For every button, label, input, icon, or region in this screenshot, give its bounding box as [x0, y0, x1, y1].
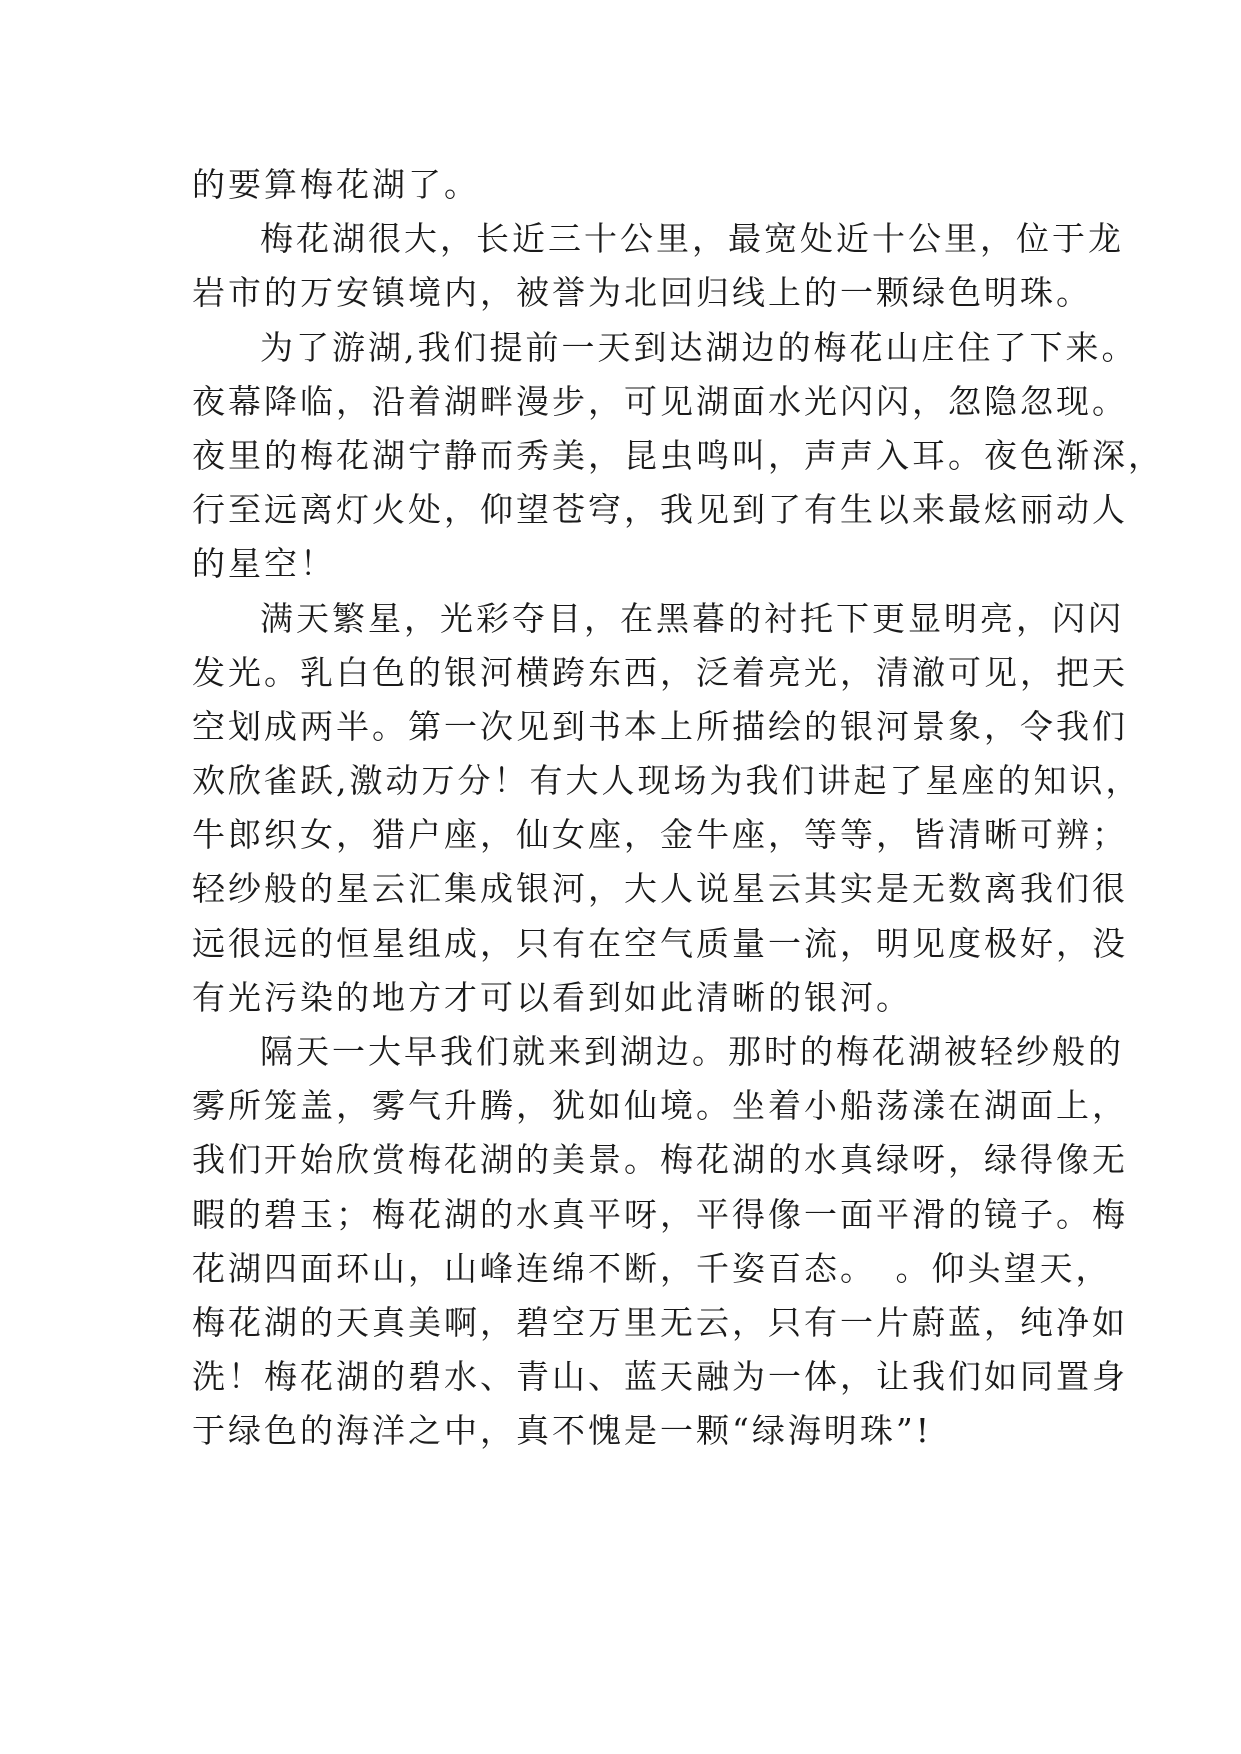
text-line: 夜里的梅花湖宁静而秀美，昆虫鸣叫，声声入耳。夜色渐深，: [192, 435, 1164, 475]
text-line: 洗！梅花湖的碧水、青山、蓝天融为一体，让我们如同置身: [192, 1357, 1128, 1397]
text-line: 轻纱般的星云汇集成银河，大人说星云其实是无数离我们很: [192, 869, 1128, 909]
text-line: 牛郎织女，猎户座，仙女座，金牛座，等等，皆清晰可辨；: [192, 815, 1128, 855]
text-line: 空划成两半。第一次见到书本上所描绘的银河景象，令我们: [192, 706, 1128, 746]
text-line: 欢欣雀跃,激动万分！有大人现场为我们讲起了星座的知识，: [192, 761, 1142, 801]
text-line: 花湖四面环山，山峰连绵不断，千姿百态。 。仰头望天，: [192, 1248, 1112, 1288]
text-line: 发光。乳白色的银河横跨东西，泛着亮光，清澈可见，把天: [192, 652, 1128, 692]
paragraph-first-line: 隔天一大早我们就来到湖边。那时的梅花湖被轻纱般的: [260, 1032, 1124, 1071]
text-line: 的要算梅花湖了。: [192, 165, 480, 204]
text-line: 岩市的万安镇境内，被誉为北回归线上的一颗绿色明珠。: [192, 273, 1092, 313]
text-line: 远很远的恒星组成，只有在空气质量一流，明见度极好，没: [192, 923, 1128, 963]
paragraph-first-line: 梅花湖很大，长近三十公里，最宽处近十公里，位于龙: [260, 219, 1124, 259]
paragraph-first-line: 满天繁星，光彩夺目，在黑暮的衬托下更显明亮，闪闪: [260, 598, 1124, 638]
text-line: 的星空！: [192, 544, 336, 584]
text-line: 有光污染的地方才可以看到如此清晰的银河。: [192, 977, 912, 1017]
paragraph-first-line: 为了游湖,我们提前一天到达湖边的梅花山庄住了下来。: [260, 327, 1138, 367]
text-line: 暇的碧玉；梅花湖的水真平呀，平得像一面平滑的镜子。梅: [192, 1194, 1128, 1234]
text-line: 梅花湖的天真美啊，碧空万里无云，只有一片蔚蓝，纯净如: [192, 1302, 1128, 1342]
text-line: 雾所笼盖，雾气升腾，犹如仙境。坐着小船荡漾在湖面上，: [192, 1086, 1128, 1126]
text-line: 夜幕降临，沿着湖畔漫步，可见湖面水光闪闪，忽隐忽现。: [192, 381, 1128, 421]
text-line: 我们开始欣赏梅花湖的美景。梅花湖的水真绿呀，绿得像无: [192, 1140, 1128, 1180]
text-line: 于绿色的海洋之中，真不愧是一颗“绿海明珠”!: [192, 1411, 933, 1451]
article-body: [192, 158, 1164, 1459]
text-line: 行至远离灯火处，仰望苍穹，我见到了有生以来最炫丽动人: [192, 490, 1128, 530]
